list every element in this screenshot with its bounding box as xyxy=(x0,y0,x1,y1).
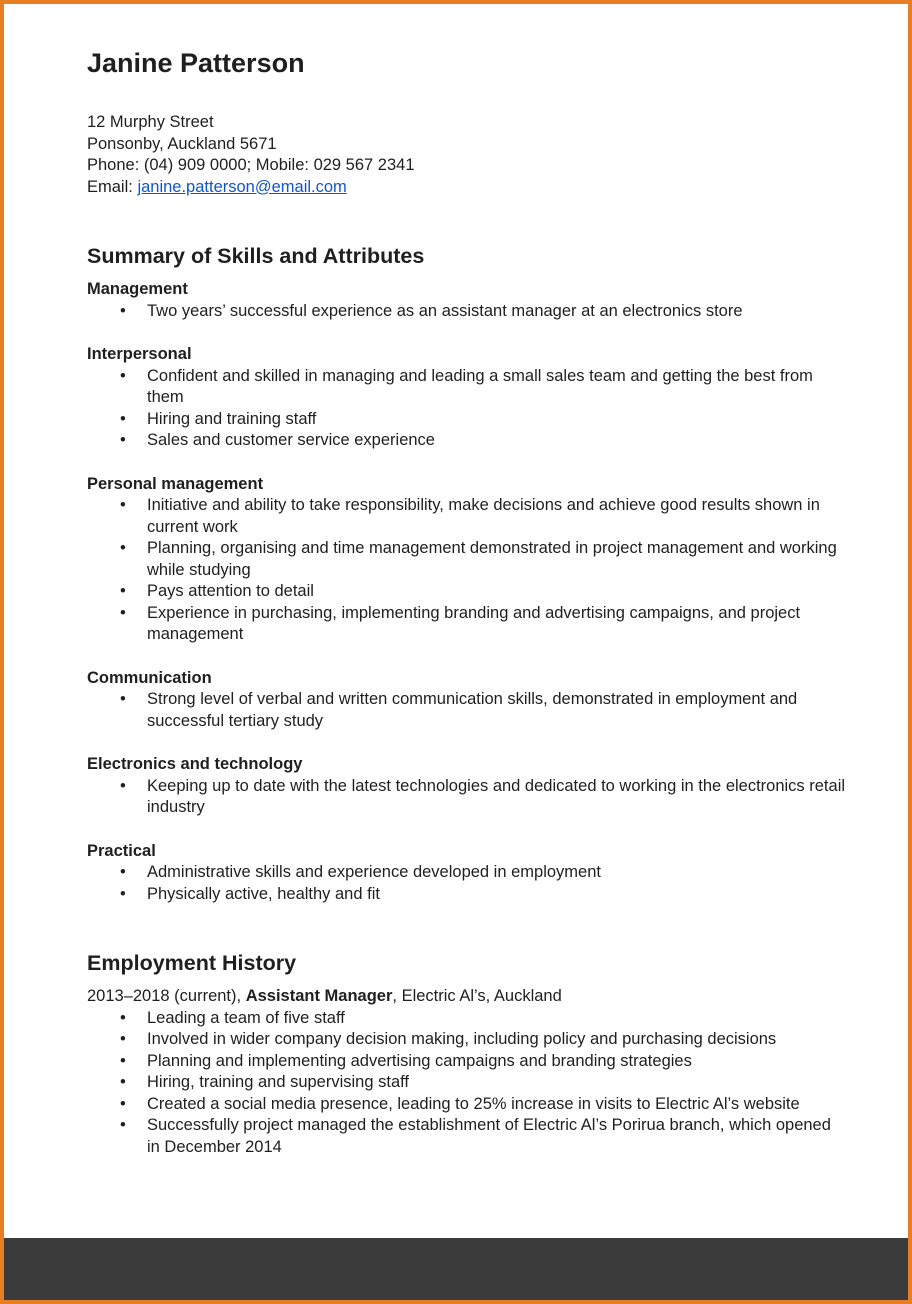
bullet-item: • Two years’ successful experience as an assistant manager at an electronics store xyxy=(147,301,847,323)
bullet-item: • Created a social media presence, leading to 25% increase in visits to Electric Al’s website xyxy=(147,1094,847,1116)
skill-group-management xyxy=(87,279,847,322)
bullet-list xyxy=(87,366,847,452)
bullet-list xyxy=(87,689,847,732)
bullet-item: • Sales and customer service experience xyxy=(147,430,847,452)
employment-role: Assistant Manager xyxy=(245,987,393,1005)
bullet-item: • Keeping up to date with the latest technologies and dedicated to working in the electronics retail industry xyxy=(147,776,847,819)
skill-group-electronics-technology xyxy=(87,754,847,819)
bullet-item: • Strong level of verbal and written communication skills, demonstrated in employment and successful tertiary study xyxy=(147,689,847,732)
skill-group-practical xyxy=(87,841,847,906)
bullet-item: • Planning and implementing advertising campaigns and branding strategies xyxy=(147,1051,847,1073)
skill-group-heading: Management xyxy=(87,280,188,298)
skill-group-personal-management xyxy=(87,474,847,646)
bullet-item: • Planning, organising and time management demonstrated in project management and working while studying xyxy=(147,538,847,581)
bullet-list xyxy=(87,776,847,819)
email-line xyxy=(87,177,847,199)
bullet-item: • Confident and skilled in managing and leading a small sales team and getting the best from them xyxy=(147,366,847,409)
bullet-item: • Administrative skills and experience developed in employment xyxy=(147,862,847,884)
email-label: Email: xyxy=(87,177,138,196)
resume-document xyxy=(4,4,847,1158)
bullet-item: • Involved in wider company decision making, including policy and purchasing decisions xyxy=(147,1029,847,1051)
skill-group-heading: Personal management xyxy=(87,474,264,493)
page-bottom-band xyxy=(4,1238,908,1300)
bullet-item: • Experience in purchasing, implementing branding and advertising campaigns, and project management xyxy=(147,603,847,646)
bullet-item: • Initiative and ability to take responsibility, make decisions and achieve good results shown in current work xyxy=(147,495,847,538)
employment-section xyxy=(87,951,847,1158)
phone-line: Phone: (04) 909 0000; Mobile: 029 567 2341 xyxy=(87,156,415,174)
employment-period: 2013–2018 (current), xyxy=(87,987,246,1005)
skill-group-communication xyxy=(87,668,847,733)
email-link[interactable]: janine.patterson@email.com xyxy=(137,177,347,196)
employment-entry-line xyxy=(87,986,847,1008)
skill-group-heading: Interpersonal xyxy=(87,345,192,363)
bullet-list xyxy=(87,301,847,323)
skill-group-heading: Electronics and technology xyxy=(87,755,303,773)
bullet-list xyxy=(87,495,847,646)
bullet-item: • Successfully project managed the establishment of Electric Al’s Porirua branch, which opened in December 2014 xyxy=(147,1115,847,1158)
resume-name: Janine Patterson xyxy=(87,48,305,78)
skill-group-heading: Communication xyxy=(87,668,212,687)
bullet-item: • Physically active, healthy and fit xyxy=(147,884,847,906)
bullet-list xyxy=(87,1008,847,1159)
skill-group-interpersonal xyxy=(87,344,847,452)
skills-section xyxy=(87,244,847,905)
employment-location: , Electric Al’s, Auckland xyxy=(392,987,562,1005)
skills-section-title: Summary of Skills and Attributes xyxy=(87,244,425,268)
bullet-item: • Hiring and training staff xyxy=(147,409,847,431)
skill-group-heading: Practical xyxy=(87,841,156,860)
bullet-item: • Hiring, training and supervising staff xyxy=(147,1072,847,1094)
contact-block xyxy=(87,112,847,198)
bullet-item: • Leading a team of five staff xyxy=(147,1008,847,1030)
address-line-1: 12 Murphy Street xyxy=(87,113,214,131)
address-line-2: Ponsonby, Auckland 5671 xyxy=(87,134,277,153)
employment-section-title: Employment History xyxy=(87,951,297,975)
bullet-item: • Pays attention to detail xyxy=(147,581,847,603)
bullet-list xyxy=(87,862,847,905)
